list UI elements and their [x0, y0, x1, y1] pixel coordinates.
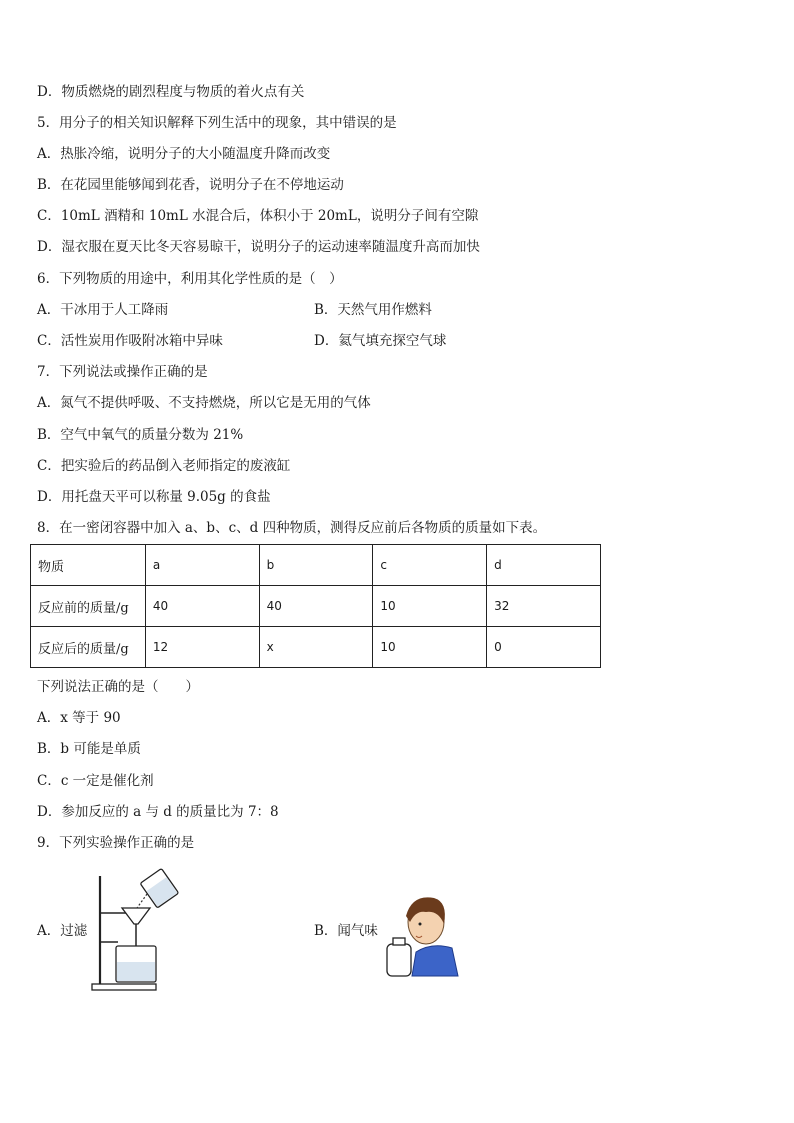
- q5-option-c: C．10mL 酒精和 10mL 水混合后，体积小于 20mL，说明分子间有空隙: [37, 208, 479, 224]
- table-cell: x: [259, 627, 373, 668]
- q5-option-d: D．湿衣服在夏天比冬天容易晾干，说明分子的运动速率随温度升高而加快: [37, 239, 480, 255]
- table-cell: 12: [145, 627, 259, 668]
- table-cell: 32: [487, 586, 601, 627]
- q6-option-d: D．氦气填充探空气球: [314, 333, 447, 349]
- q8-option-b: B．b 可能是单质: [37, 741, 141, 757]
- q7-option-a: A．氮气不提供呼吸、不支持燃烧，所以它是无用的气体: [37, 395, 371, 411]
- table-cell: 10: [373, 627, 487, 668]
- q8-option-d: D．参加反应的 a 与 d 的质量比为 7：8: [37, 804, 279, 820]
- q6-option-a: A．干冰用于人工降雨: [37, 302, 169, 318]
- table-cell: 40: [259, 586, 373, 627]
- q4-option-d: D．物质燃烧的剧烈程度与物质的着火点有关: [37, 84, 305, 100]
- q6-option-b: B．天然气用作燃料: [314, 302, 432, 318]
- table-row: [31, 586, 601, 627]
- table-cell: 40: [145, 586, 259, 627]
- table-row: [31, 545, 601, 586]
- table-cell: 反应前的质量/g: [31, 586, 146, 627]
- q6-stem: 6．下列物质的用途中，利用其化学性质的是（ ）: [37, 271, 343, 287]
- table-cell: d: [487, 545, 601, 586]
- q5-stem: 5．用分子的相关知识解释下列生活中的现象，其中错误的是: [37, 115, 397, 131]
- q7-option-d: D．用托盘天平可以称量 9.05g 的食盐: [37, 489, 271, 505]
- filtration-apparatus-illustration: [88, 868, 188, 994]
- table-cell: c: [373, 545, 487, 586]
- q5-option-b: B．在花园里能够闻到花香，说明分子在不停地运动: [37, 177, 344, 193]
- table-cell: 物质: [31, 545, 146, 586]
- q8-option-a: A．x 等于 90: [37, 710, 121, 726]
- q5-option-a: A．热胀冷缩，说明分子的大小随温度升降而改变: [37, 146, 331, 162]
- table-cell: 10: [373, 586, 487, 627]
- table-cell: b: [259, 545, 373, 586]
- q8-stem: 8．在一密闭容器中加入 a、b、c、d 四种物质，测得反应前后各物质的质量如下表。: [37, 520, 547, 536]
- boy-smelling-bottle-illustration: [382, 890, 460, 978]
- mass-table: [30, 544, 601, 668]
- table-cell: a: [145, 545, 259, 586]
- q7-option-c: C．把实验后的药品倒入老师指定的废液缸: [37, 458, 291, 474]
- q8-question: 下列说法正确的是（ ）: [37, 679, 199, 695]
- q9-stem: 9．下列实验操作正确的是: [37, 835, 195, 851]
- q7-stem: 7．下列说法或操作正确的是: [37, 364, 208, 380]
- q7-option-b: B．空气中氧气的质量分数为 21%: [37, 427, 244, 443]
- table-row: [31, 627, 601, 668]
- q9-option-b-label: B．闻气味: [314, 923, 378, 939]
- table-cell: 反应后的质量/g: [31, 627, 146, 668]
- q6-option-c: C．活性炭用作吸附冰箱中异味: [37, 333, 223, 349]
- q9-option-a-label: A．过滤: [37, 923, 88, 939]
- q8-option-c: C．c 一定是催化剂: [37, 773, 154, 789]
- table-cell: 0: [487, 627, 601, 668]
